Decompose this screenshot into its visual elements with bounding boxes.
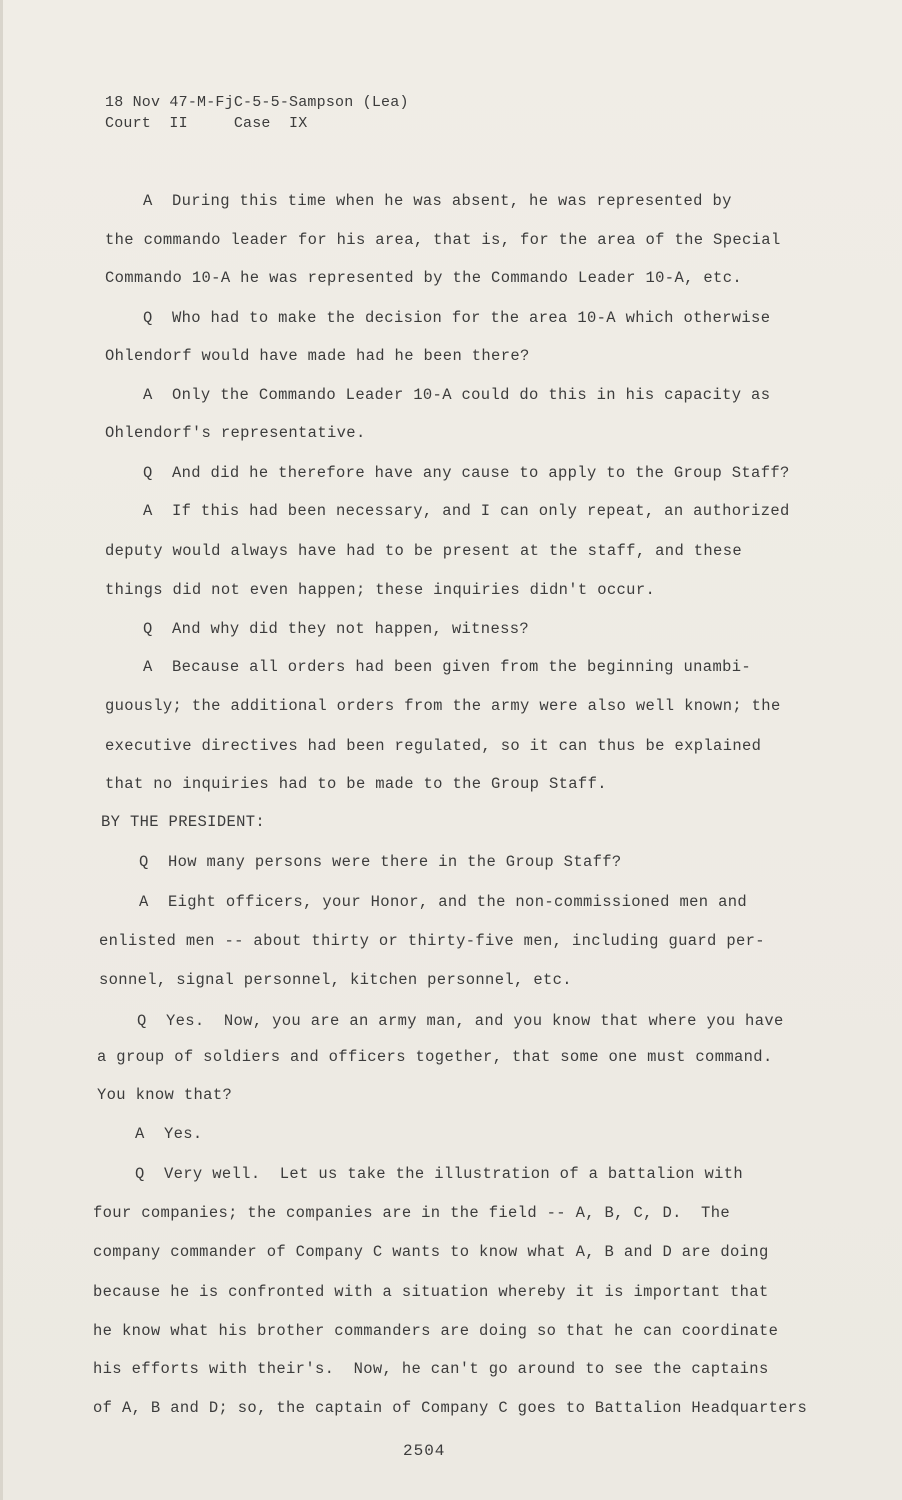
page-edge xyxy=(0,0,3,1500)
transcript-line: sonnel, signal personnel, kitchen personnel, etc. xyxy=(99,971,572,989)
transcript-line: the commando leader for his area, that is, for the area of the Special xyxy=(105,231,781,249)
transcript-line: enlisted men -- about thirty or thirty-five men, including guard per- xyxy=(99,932,765,950)
transcript-line: he know what his brother commanders are doing so that he can coordinate xyxy=(93,1322,779,1340)
transcript-line: Q Yes. Now, you are an army man, and you know that where you have xyxy=(137,1012,784,1030)
transcript-line: You know that? xyxy=(97,1086,233,1104)
transcript-line: A Yes. xyxy=(135,1125,203,1143)
transcript-line: Q And why did they not happen, witness? xyxy=(143,620,530,638)
transcript-line: Q How many persons were there in the Group Staff? xyxy=(139,853,622,871)
document-header xyxy=(105,92,409,134)
transcript-line: executive directives had been regulated, so it can thus be explained xyxy=(105,737,762,755)
transcript-line: deputy would always have had to be present at the staff, and these xyxy=(105,542,742,560)
transcript-line: Q Very well. Let us take the illustration of a battalion with xyxy=(135,1165,744,1183)
header-date-line: 18 Nov 47-M-FjC-5-5-Sampson (Lea) xyxy=(105,94,409,111)
transcript-line: company commander of Company C wants to know what A, B and D are doing xyxy=(93,1243,769,1261)
header-court-case-line: Court II Case IX xyxy=(105,115,308,132)
transcript-line: a group of soldiers and officers together, that some one must command. xyxy=(97,1048,773,1066)
transcript-line: his efforts with their's. Now, he can't go around to see the captains xyxy=(93,1360,769,1378)
page-number: 2504 xyxy=(403,1442,446,1460)
transcript-line: of A, B and D; so, the captain of Company C goes to Battalion Headquarters xyxy=(93,1399,808,1417)
transcript-line: guously; the additional orders from the army were also well known; the xyxy=(105,697,781,715)
transcript-line: A If this had been necessary, and I can only repeat, an authorized xyxy=(143,502,790,520)
transcript-line: Ohlendorf's representative. xyxy=(105,424,366,442)
transcript-line: Ohlendorf would have made had he been there? xyxy=(105,347,530,365)
transcript-line: A Because all orders had been given from the beginning unambi- xyxy=(143,658,752,676)
transcript-line: things did not even happen; these inquiries didn't occur. xyxy=(105,581,656,599)
transcript-line: Q Who had to make the decision for the area 10-A which otherwise xyxy=(143,309,771,327)
transcript-line: Q And did he therefore have any cause to apply to the Group Staff? xyxy=(143,464,790,482)
transcript-line: A During this time when he was absent, he was represented by xyxy=(143,192,732,210)
transcript-line: because he is confronted with a situation whereby it is important that xyxy=(93,1283,769,1301)
transcript-line: A Eight officers, your Honor, and the non-commissioned men and xyxy=(139,893,748,911)
transcript-line: four companies; the companies are in the field -- A, B, C, D. The xyxy=(93,1204,730,1222)
transcript-line: Commando 10-A he was represented by the Commando Leader 10-A, etc. xyxy=(105,269,742,287)
transcript-line: that no inquiries had to be made to the Group Staff. xyxy=(105,775,607,793)
speaker-heading: BY THE PRESIDENT: xyxy=(101,813,266,831)
transcript-line: A Only the Commando Leader 10-A could do this in his capacity as xyxy=(143,386,771,404)
